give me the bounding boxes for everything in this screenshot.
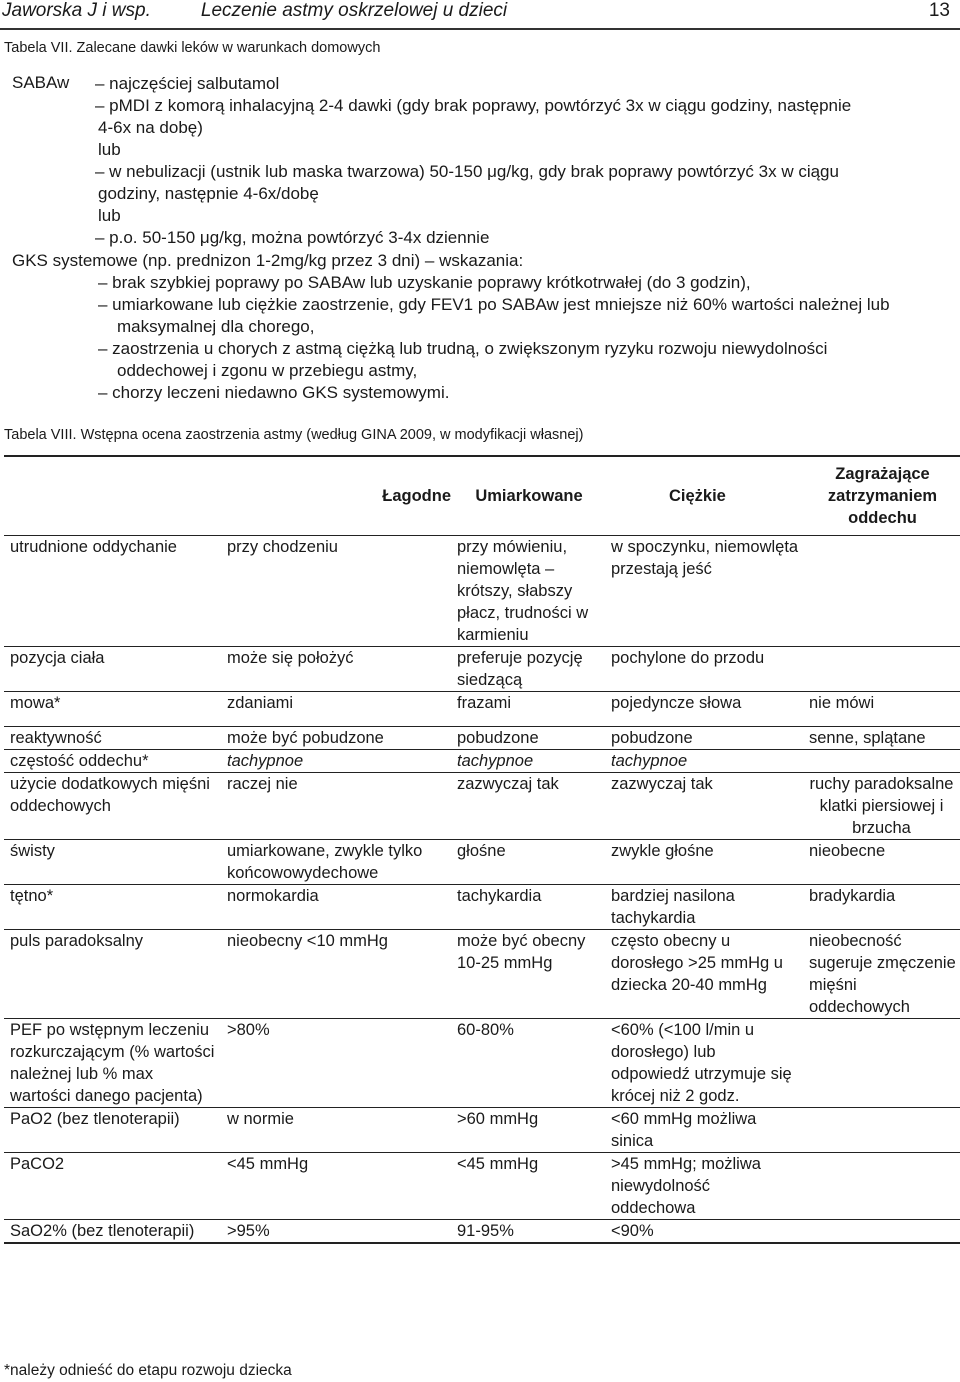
cell: często obecny u dorosłego >25 mmHg u dziecka 20-40 mmHg xyxy=(605,930,803,1019)
sabaw-line: – p.o. 50-150 μg/kg, można powtórzyć 3-4x dziennie xyxy=(95,228,490,247)
cell: zazwyczaj tak xyxy=(605,773,803,840)
table-row xyxy=(4,692,960,715)
gks-list xyxy=(12,272,952,404)
row-label: reaktywność xyxy=(4,727,221,750)
table-row xyxy=(4,1019,960,1108)
row-label: SaO2% (bez tlenoterapii) xyxy=(4,1220,221,1244)
table-header-row xyxy=(4,456,960,536)
table-row xyxy=(4,536,960,647)
cell: ruchy paradoksalne klatki piersiowej i brzucha xyxy=(803,773,960,840)
table8-caption: Tabela VIII. Wstępna ocena zaostrzenia astmy (według GINA 2009, w modyfikacji własnej) xyxy=(4,427,584,443)
row-label: pozycja ciała xyxy=(4,647,221,692)
col-header-life-threatening: Zagrażające zatrzymaniem oddechu xyxy=(803,456,960,536)
cell: zazwyczaj tak xyxy=(451,773,605,840)
col-header-severe: Ciężkie xyxy=(605,456,803,536)
header-authors: Jaworska J i wsp. xyxy=(2,0,151,21)
asthma-exacerbation-table xyxy=(4,455,960,1244)
row-label: mowa* xyxy=(4,692,221,715)
table-row xyxy=(4,750,960,773)
gks-item: – zaostrzenia u chorych z astmą ciężką lub trudną, o zwiększonym ryzyku rozwoju niewydolności xyxy=(98,339,828,358)
cell: przy chodzeniu xyxy=(227,538,338,556)
table-row xyxy=(4,647,960,692)
gks-item: – umiarkowane lub ciężkie zaostrzenie, gdy FEV1 po SABAw jest mniejsze niż 60% wartości należnej lub xyxy=(98,295,890,314)
row-label: PaO2 (bez tlenoterapii) xyxy=(4,1108,221,1153)
gks-block xyxy=(12,250,952,404)
cell: głośne xyxy=(451,840,605,885)
gks-title: GKS systemowe (np. prednizon 1-2mg/kg przez 3 dni) – wskazania: xyxy=(12,251,524,270)
table-row xyxy=(4,727,960,750)
cell: zwykle głośne xyxy=(605,840,803,885)
cell: nieobecne xyxy=(803,840,960,885)
gks-item: – brak szybkiej poprawy po SABAw lub uzyskanie poprawy krótkotrwałej (do 3 godzin), xyxy=(98,273,751,292)
table-row xyxy=(4,930,960,1019)
cell: raczej nie xyxy=(221,773,451,840)
table-row xyxy=(4,840,960,885)
cell xyxy=(803,536,960,647)
cell: senne, splątane xyxy=(803,727,960,750)
header-journal: Leczenie astmy oskrzelowej u dzieci xyxy=(200,0,508,21)
sabaw-label: SABAw xyxy=(12,73,70,92)
cell: może się położyć xyxy=(221,647,451,692)
col-header-empty xyxy=(4,456,221,536)
cell: tachypnoe xyxy=(605,750,803,773)
cell: <45 mmHg xyxy=(451,1153,605,1220)
cell: >45 mmHg; możliwa niewydolność oddechowa xyxy=(605,1153,803,1220)
table-row xyxy=(4,1220,960,1244)
cell: zdaniami xyxy=(221,692,451,715)
sabaw-line: – pMDI z komorą inhalacyjną 2-4 dawki (gdy brak poprawy, powtórzyć 3x w ciągu godziny, następnie xyxy=(95,96,852,115)
cell: normokardia xyxy=(221,885,451,930)
cell: nie mówi xyxy=(803,692,960,715)
row-label: PaCO2 xyxy=(4,1153,221,1220)
cell: >80% xyxy=(221,1019,451,1108)
row-label: użycie dodatkowych mięśni oddechowych xyxy=(4,773,221,840)
cell: <60% (<100 l/min u dorosłego) lub odpowiedź utrzymuje się krócej niż 2 godz. xyxy=(605,1019,803,1108)
cell: pobudzone xyxy=(605,727,803,750)
cell xyxy=(803,647,960,692)
cell: w normie xyxy=(221,1108,451,1153)
table-row xyxy=(4,773,960,840)
cell: tachypnoe xyxy=(451,750,605,773)
table8-footnote: *należy odnieść do etapu rozwoju dziecka xyxy=(4,1362,292,1379)
cell xyxy=(803,1153,960,1220)
cell: może być pobudzone xyxy=(221,727,451,750)
cell: <90% xyxy=(605,1220,803,1244)
table-spacer xyxy=(4,714,960,727)
row-label: świsty xyxy=(4,840,221,885)
cell: bardziej nasilona tachykardia xyxy=(605,885,803,930)
page-number: 13 xyxy=(928,0,950,21)
cell: tachykardia xyxy=(451,885,605,930)
cell: 60-80% xyxy=(451,1019,605,1108)
row-label: częstość oddechu* xyxy=(4,750,221,773)
cell xyxy=(803,750,960,773)
col-header-moderate: Umiarkowane xyxy=(451,456,605,536)
cell: <60 mmHg możliwa sinica xyxy=(605,1108,803,1153)
cell xyxy=(803,1108,960,1153)
table-row xyxy=(4,885,960,930)
cell: <45 mmHg xyxy=(221,1153,451,1220)
cell xyxy=(803,1220,960,1244)
cell: pojedyncze słowa xyxy=(605,692,803,715)
table7-caption: Tabela VII. Zalecane dawki leków w warunkach domowych xyxy=(4,40,381,56)
cell: frazami xyxy=(451,692,605,715)
cell: pochylone do przodu xyxy=(605,647,803,692)
cell: 91-95% xyxy=(451,1220,605,1244)
gks-item-cont: oddechowej i zgonu w przebiegu astmy, xyxy=(117,361,418,380)
table-row xyxy=(4,1153,960,1220)
gks-item-cont: maksymalnej dla chorego, xyxy=(117,317,315,336)
row-label: puls paradoksalny xyxy=(4,930,221,1019)
cell: nieobecny <10 mmHg xyxy=(221,930,451,1019)
sabaw-line: 4-6x na dobę) xyxy=(98,118,203,137)
sabaw-line: – najczęściej salbutamol xyxy=(95,74,280,93)
table-row xyxy=(4,1108,960,1153)
running-header xyxy=(2,0,507,22)
sabaw-line: godziny, następnie 4-6x/dobę xyxy=(98,184,319,203)
cell: preferuje pozycję siedzącą xyxy=(451,647,605,692)
row-label: tętno* xyxy=(4,885,221,930)
cell xyxy=(803,1019,960,1108)
cell: >60 mmHg xyxy=(451,1108,605,1153)
row-label: PEF po wstępnym leczeniu rozkurczającym (% wartości należnej lub % max wartości danego pacjenta) xyxy=(4,1019,221,1108)
cell: pobudzone xyxy=(451,727,605,750)
cell: bradykardia xyxy=(803,885,960,930)
cell: może być obecny 10-25 mmHg xyxy=(451,930,605,1019)
sabaw-line: lub xyxy=(98,140,121,159)
cell: nieobecność sugeruje zmęczenie mięśni oddechowych xyxy=(803,930,960,1019)
cell: przy mówieniu, niemowlęta – krótszy, słabszy płacz, trudności w karmieniu xyxy=(457,538,589,644)
sabaw-line: lub xyxy=(98,206,121,225)
col-header-mild: Łagodne xyxy=(221,456,451,536)
row-label: utrudnione oddychanie xyxy=(10,538,177,556)
cell: umiarkowane, zwykle tylko końcowowydechowe xyxy=(221,840,451,885)
gks-item: – chorzy leczeni niedawno GKS systemowymi. xyxy=(98,383,450,402)
header-rule xyxy=(0,28,960,30)
cell: w spoczynku, niemowlęta przestają jeść xyxy=(611,538,799,578)
cell: tachypnoe xyxy=(221,750,451,773)
sabaw-line: – w nebulizacji (ustnik lub maska twarzowa) 50-150 μg/kg, gdy brak poprawy powtórzyć 3x w ciągu xyxy=(95,162,839,181)
cell: >95% xyxy=(221,1220,451,1244)
